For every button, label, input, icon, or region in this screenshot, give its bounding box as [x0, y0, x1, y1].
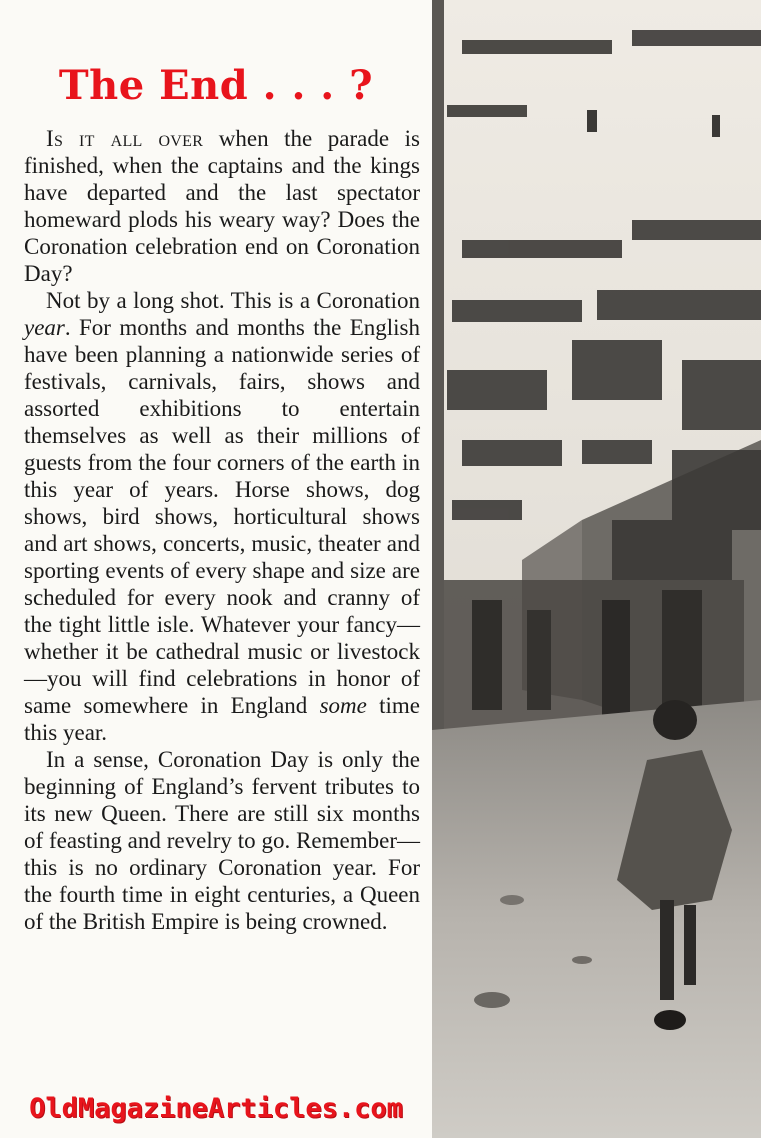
lead-in: Is it all over: [46, 126, 204, 151]
paragraph-1-text: when the parade is finished, when the captains and the kings have departed and the last spectator homeward plods his weary way? Does the Coronation celebration end on Coronation Day?: [24, 126, 420, 286]
emphasis-some: some: [319, 693, 367, 718]
paragraph-3: In a sense, Coronation Day is only the beginning of England’s fervent tributes to its new Queen. There are still six months of feasting and revelry to go. Remember—this is no ordinary Coronation year. For the fourth time in eight centuries, a Queen of the British Empire is being crowned.: [24, 747, 420, 934]
emphasis-year: year: [24, 315, 65, 340]
paragraph-2-text-b: . For months and months the English have been planning a nationwide series of festivals, carnivals, fairs, shows and assorted exhibitions to entertain themselves as well as their millions of guests from the four corners of the earth in this year of years. Horse shows, dog shows, bird shows, horticultural shows and art shows, concerts, music, theater and sporting events of every shape and size are scheduled for every nook and cranny of the tight little isle. Whatever your fancy—whether it be cathedral music or livestock—you will find celebrations in honor of same somewhere in England: [24, 315, 420, 718]
street-photo-illustration: [432, 0, 761, 1138]
paragraph-2-text-c: time this year.: [24, 693, 420, 745]
paragraph-2-text-a: Not by a long shot. This is a Coronation: [46, 288, 420, 313]
article-body: [24, 125, 420, 935]
paragraph-1: [24, 125, 420, 287]
paragraph-2: [24, 287, 420, 746]
site-credit[interactable]: OldMagazineArticles.com: [29, 1093, 403, 1124]
street-photo: [432, 0, 761, 1138]
article-title: The End . . . ?: [58, 62, 374, 109]
